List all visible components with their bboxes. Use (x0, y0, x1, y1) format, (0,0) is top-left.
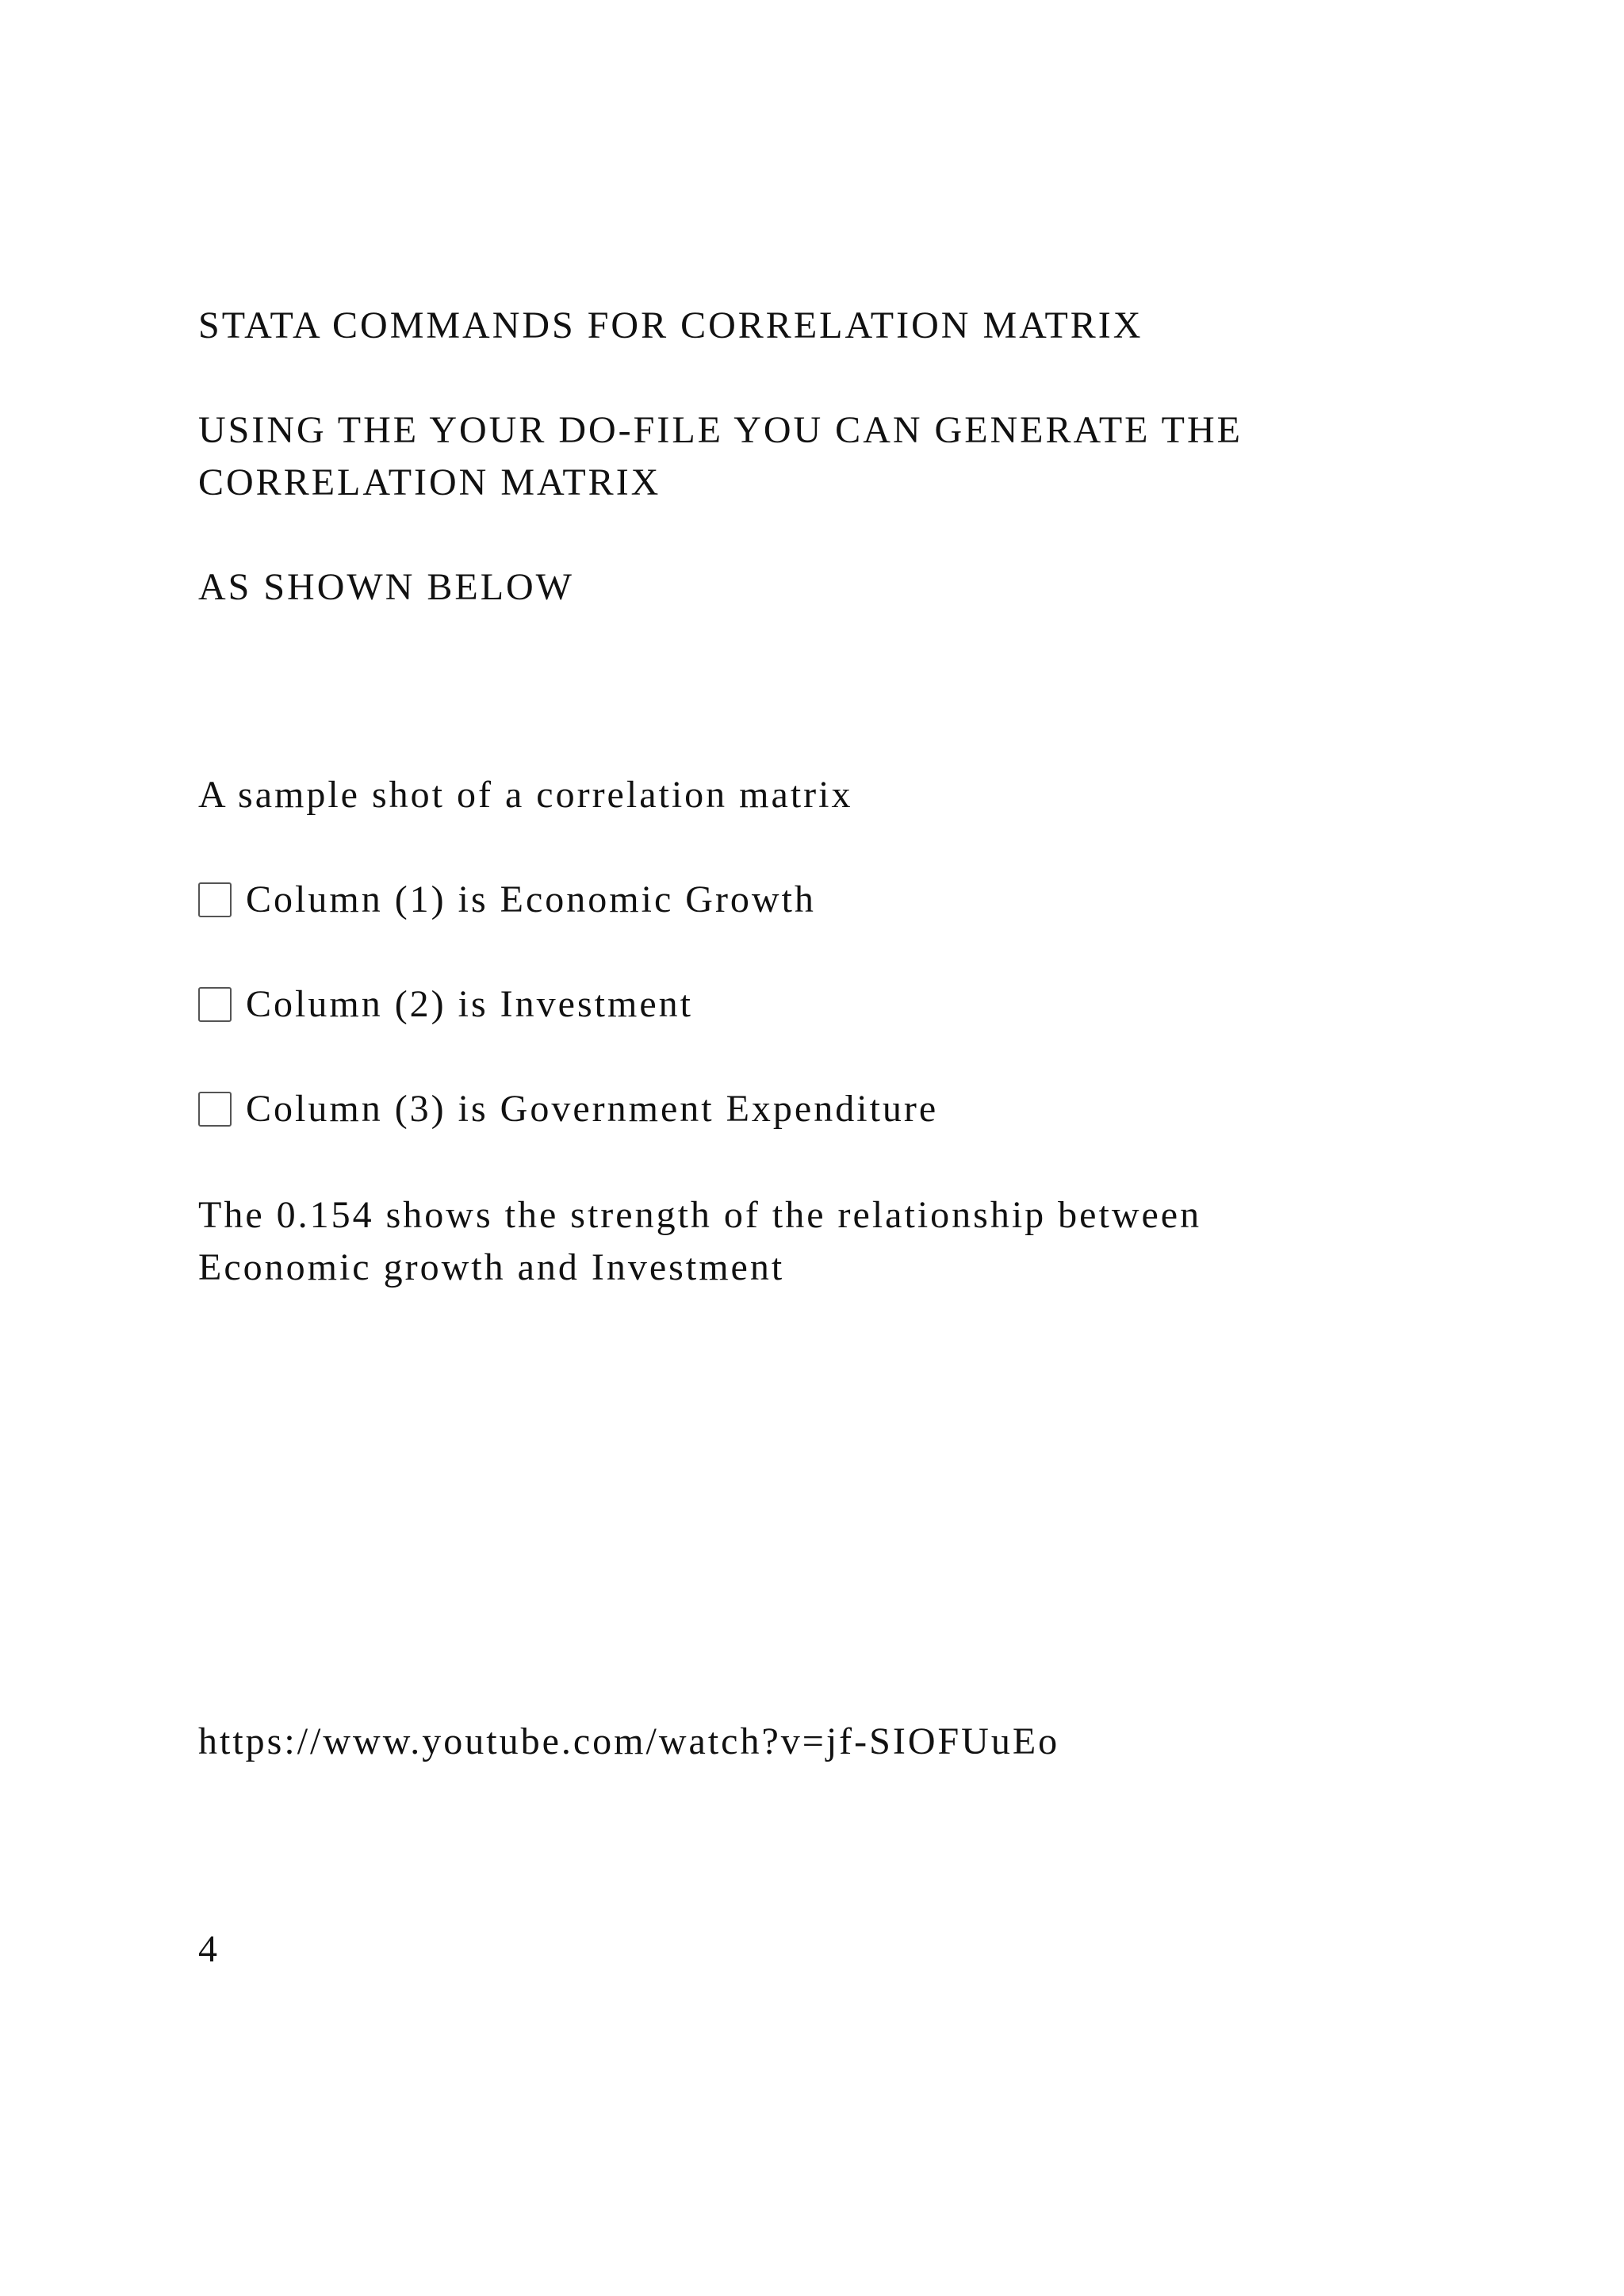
bullet-icon (198, 882, 232, 917)
bullet-icon (198, 987, 232, 1022)
bullet-text: Column (3) is Government Expenditure (246, 1088, 939, 1130)
sample-caption: A sample shot of a correlation matrix (198, 774, 853, 816)
bullet-item-investment (198, 978, 693, 1031)
intro-text-line-3: AS SHOWN BELOW (198, 566, 574, 608)
bullet-item-economic-growth (198, 874, 816, 926)
explanation-line-2: Economic growth and Investment (198, 1246, 785, 1288)
intro-text-line-2: CORRELATION MATRIX (198, 461, 661, 503)
explanation-line-1: The 0.154 shows the strength of the relationship between (198, 1194, 1202, 1236)
bullet-text: Column (1) is Economic Growth (246, 878, 816, 920)
bullet-item-government-expenditure (198, 1083, 938, 1135)
document-title: STATA COMMANDS FOR CORRELATION MATRIX (198, 304, 1143, 346)
page-number: 4 (198, 1928, 220, 1970)
bullet-icon (198, 1092, 232, 1127)
bullet-text: Column (2) is Investment (246, 983, 693, 1025)
youtube-link[interactable]: https://www.youtube.com/watch?v=jf-SIOFUuEo (198, 1720, 1060, 1762)
intro-text-line-1: USING THE YOUR DO-FILE YOU CAN GENERATE THE (198, 409, 1243, 451)
